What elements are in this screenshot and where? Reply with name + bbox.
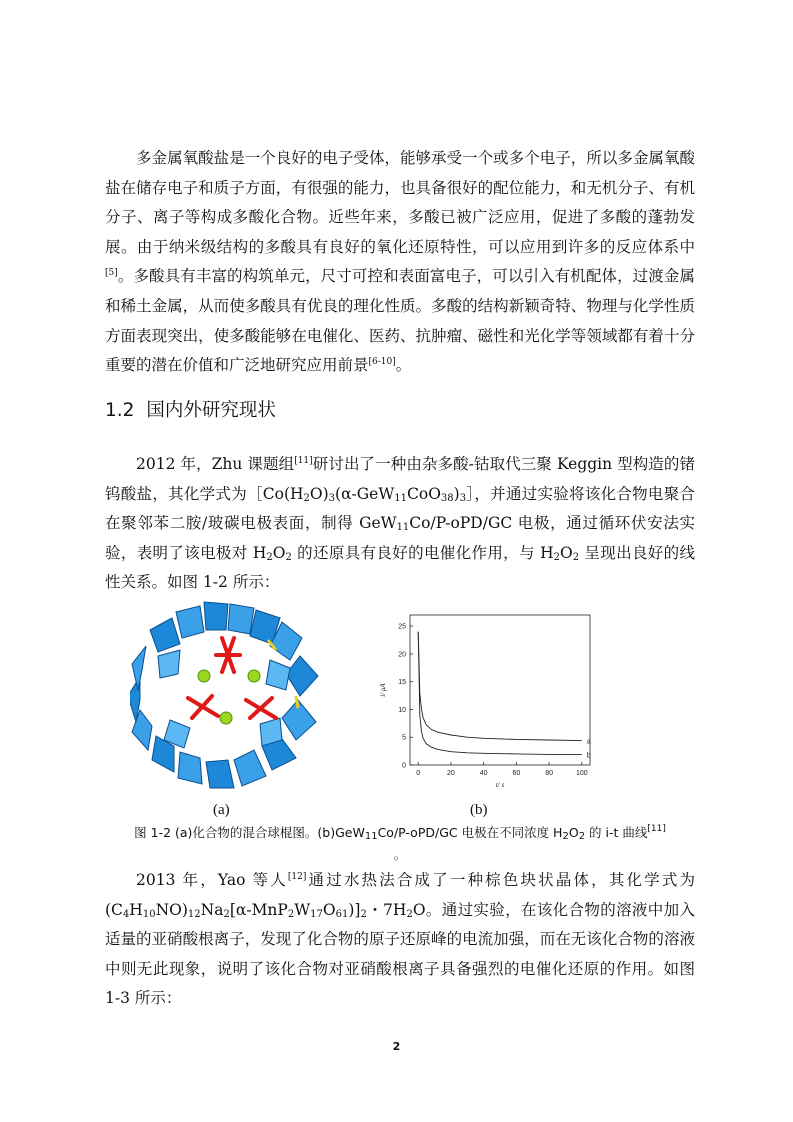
x-tick-label: 80 (545, 770, 553, 777)
x-tick-label: 60 (512, 770, 521, 777)
y-tick-label: 10 (398, 706, 406, 714)
para-text: 多金属氧酸盐是一个良好的电子受体，能够承受一个或多个电子，所以多金属氧酸盐在储存电子和质子方面，有很强的能力，也具备很好的配位能力，和无机分子、有机分子、离子等构成多酸化合物。近些年来，多酸已被广泛应用，促进了多酸的蓬勃发展。由于纳米级结构的多酸具有良好的氧化还原特性，可以应用到许多的反应体系中 (105, 149, 695, 256)
x-tick-label: 0 (416, 770, 421, 777)
y-tick-label: 0 (402, 762, 406, 770)
citation[interactable]: [11] (294, 456, 313, 466)
crystal-structure-image (130, 600, 325, 790)
figure-b-label: (b) (470, 802, 488, 818)
figure-a-label: (a) (213, 802, 230, 818)
series-label-a: a (586, 738, 591, 746)
figure-caption: 图 1-2 (a)化合物的混合球棍图。(b)GeW$_{11}$Co/P-oPD/GC 电极在不同浓度 $H_2O_2$ 的 i-t 曲线[11] 。 (134, 824, 666, 862)
series-label-b: b (586, 752, 591, 760)
intro-paragraph: 多金属氧酸盐是一个良好的电子受体，能够承受一个或多个电子，所以多金属氧酸盐在储存电子和质子方面，有很强的能力，也具备很好的配位能力，和无机分子、有机分子、离子等构成多酸化合物。近些年来，多酸已被广泛应用，促进了多酸的蓬勃发展。由于纳米级结构的多酸具有良好的氧化还原特性，可以应用到许多的反应体系中[5]。多酸具有丰富的构筑单元，尺寸可控和表面富电子，可以引入有机配体，过渡金属和稀土金属，从而使多酸具有优良的理化性质。多酸的结构新颖奇特、物理与化学性质方面表现突出，使多酸能够在电催化、医药、抗肿瘤、磁性和光化学等领域都有着十分重要的潜在价值和广泛地研究应用前景[6-10]。 (105, 149, 695, 375)
x-tick-label: 40 (479, 770, 488, 777)
section-number: 1.2 (105, 400, 135, 421)
section-title: 国内外研究现状 (146, 400, 276, 421)
chart-series-group (418, 632, 591, 760)
series-line-a (418, 632, 582, 741)
yao-paragraph: 2013 年，Yao 等人[12]通过水热法合成了一种棕色块状晶体，其化学式为$(C_4H_{10}NO)_{12}Na_2[\alpha-MnP_2W_{17}O_{61})]_2$・$7H_2O$。通过实验，在该化合物的溶液中加入适量的亚硝酸根离子，发现了化合物的原子还原峰的电流加强，而在无该化合物的溶液中则无此现象，说明了该化合物对亚硝酸根离子具备强烈的电催化还原的作用。如图 1-3 所示： (105, 871, 695, 1008)
y-tick-label: 20 (398, 651, 406, 659)
x-tick-label: 100 (575, 770, 588, 777)
polyhedra-ring (130, 602, 318, 788)
x-tick-label: 20 (447, 770, 455, 777)
it-curve-chart (355, 605, 605, 790)
x-axis-label: t/ s (495, 781, 505, 789)
page-number: 2 (392, 1040, 401, 1053)
chart-axes (379, 615, 590, 789)
zhu-paragraph: 2012 年，Zhu 课题组[11]研讨出了一种由杂多酸-钴取代三聚 Keggin 型构造的锗钨酸盐，其化学式为$[Co(H_2O)_3(\alpha-GeW_{11}CoO_{38})_3]$，并通过实验将该化合物电聚合在聚邻苯二胺/玻碳电极表面，制得 GeW$_{11}$Co/P-oPD/GC 电极，通过循环伏安法实验，表明了该电极对 $H_2O_2$ 的还原具有良好的电催化作用，与 $H_2O_2$ 呈现出良好的线性关系。如图 1-2 所示： (105, 455, 695, 592)
citation[interactable]: [5] (105, 268, 118, 279)
citation[interactable]: [11] (647, 824, 666, 834)
y-tick-label: 15 (398, 679, 406, 687)
citation[interactable]: [12] (287, 872, 307, 882)
section-heading (105, 396, 276, 422)
y-tick-label: 25 (398, 623, 406, 631)
plot-frame (410, 615, 590, 765)
series-line-b (418, 632, 582, 755)
citation[interactable]: [6-10] (368, 357, 396, 368)
y-tick-label: 5 (402, 734, 406, 742)
para-text: 。多酸具有丰富的构筑单元，尺寸可控和表面富电子，可以引入有机配体，过渡金属和稀土金属，从而使多酸具有优良的理化性质。多酸的结构新颖奇特、物理与化学性质方面表现突出，使多酸能够在电催化、医药、抗肿瘤、磁性和光化学等领域都有着十分重要的潜在价值和广泛地研究应用前景 (105, 267, 695, 375)
y-axis-label: i/ μA (379, 683, 387, 697)
